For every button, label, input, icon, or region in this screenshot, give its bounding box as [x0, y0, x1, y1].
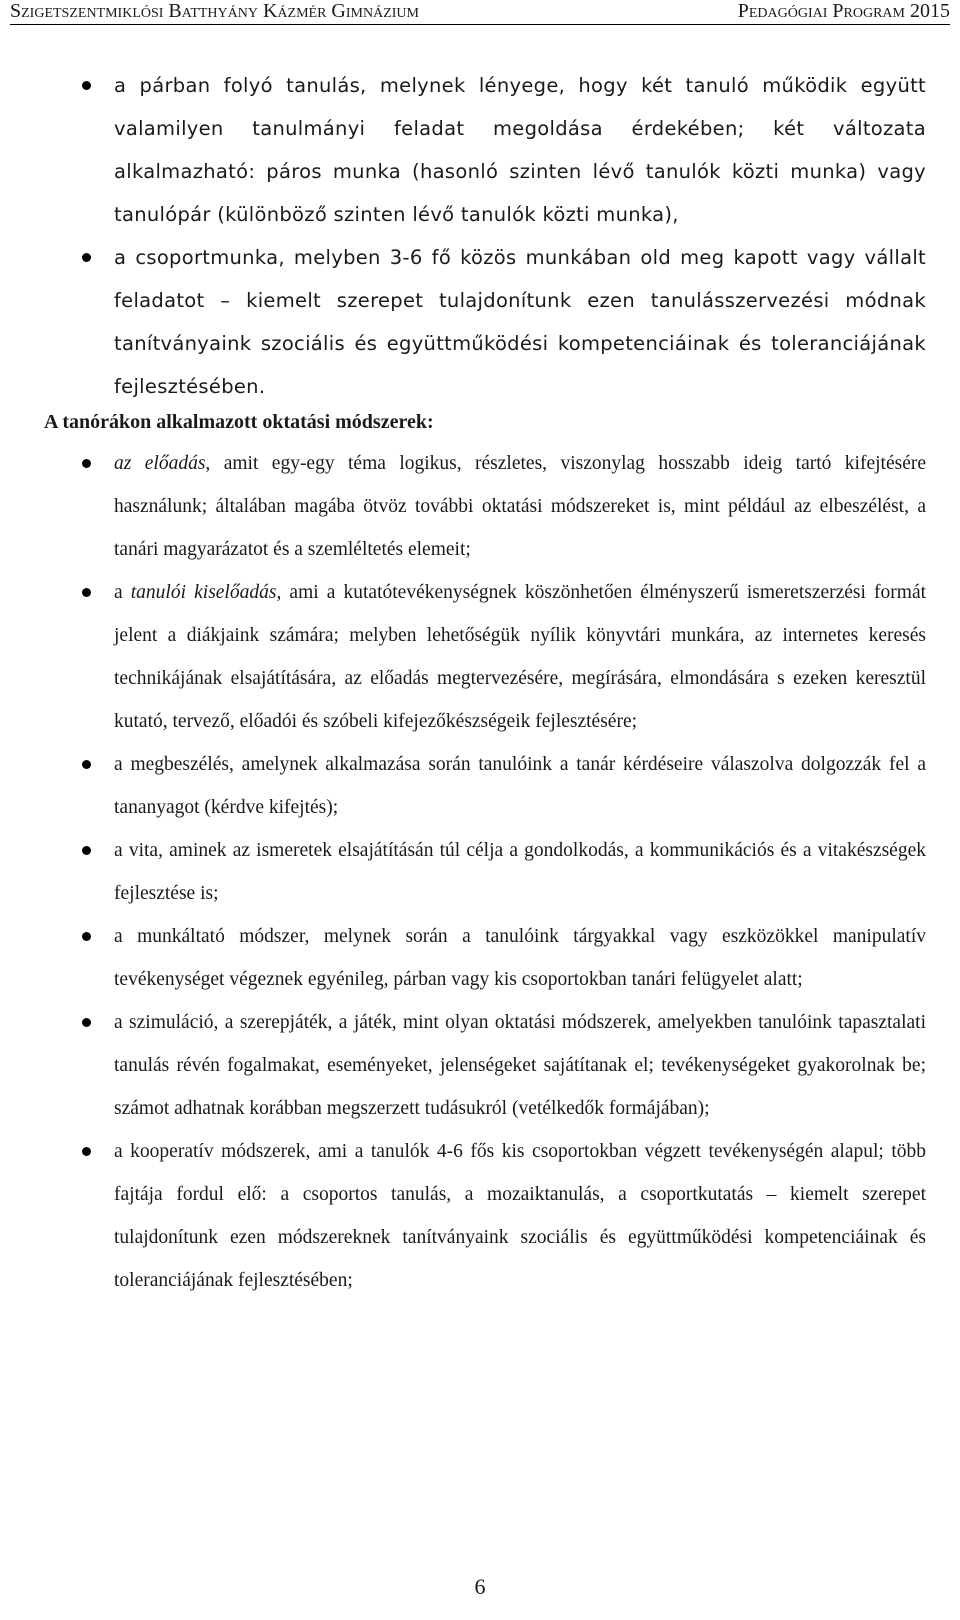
bullet-icon — [82, 81, 91, 90]
list-item-text: a csoportmunka, melyben 3-6 fő közös munkában old meg kapott vagy vállalt feladatot – kiemelt szerepet tulajdonítunk ezen tanulásszervezési módnak tanítványaink szociális és együttműködési kompetenciáinak és toleranciájának fejlesztésében. — [114, 246, 926, 398]
document-title: Pedagógiai Program 2015 — [737, 0, 950, 22]
bullet-icon — [82, 459, 91, 468]
list-item — [44, 236, 926, 408]
intro-list — [44, 64, 926, 408]
list-item — [44, 64, 926, 236]
list-item-text: a munkáltató módszer, melynek során a tanulóink tárgyakkal vagy eszközökkel manipulatív tevékenységet végeznek egyénileg, párban vagy kis csoportokban tanári felügyelet alatt; — [114, 926, 926, 990]
list-item — [44, 915, 926, 1001]
methods-list — [44, 442, 926, 1302]
page-header — [10, 0, 950, 25]
method-name: az előadás — [114, 453, 206, 474]
list-item-text: a vita, aminek az ismeretek elsajátításán túl célja a gondolkodás, a kommunikációs és a vitakészségek fejlesztése is; — [114, 840, 926, 904]
list-item — [44, 1130, 926, 1302]
list-item-text: a kooperatív módszerek, ami a tanulók 4-6 fős kis csoportokban végzett tevékenységén alapul; több fajtája fordul elő: a csoportos tanulás, a mozaiktanulás, a csoportkutatás – kiemelt szerepet tulajdonítunk ezen módszereknek tanítványaink szociális és együttműködési kompetenciáinak és toleranciájának fejlesztésében; — [114, 1141, 926, 1291]
bullet-icon — [82, 588, 91, 597]
list-item-text: a szimuláció, a szerepjáték, a játék, mint olyan oktatási módszerek, amelyekben tanulóink tapasztalati tanulás révén fogalmakat, eseményeket, jelenségeket sajátítanak el; tevékenységeket gyakorolnak be; számot adhatnak korábban megszerzett tudásukról (vetélkedők formájában); — [114, 1012, 926, 1119]
list-item-text: , amit egy-egy téma logikus, részletes, viszonylag hosszabb ideig tartó kifejtésére használunk; általában magába ötvöz további oktatási módszereket is, mint például az elbeszélést, a tanári magyarázatot és a szemléltetés elemeit; — [114, 453, 926, 560]
bullet-icon — [82, 253, 91, 262]
list-item — [44, 442, 926, 571]
list-item-prefix: a — [114, 582, 131, 603]
method-name: tanulói kiselőadás — [130, 582, 277, 603]
bullet-icon — [82, 1147, 91, 1156]
bullet-icon — [82, 760, 91, 769]
list-item — [44, 1001, 926, 1130]
list-item — [44, 743, 926, 829]
section-heading: A tanórákon alkalmazott oktatási módszerek: — [44, 411, 434, 433]
page-number: 6 — [474, 1574, 486, 1599]
school-name: Szigetszentmiklósi Batthyány Kázmér Gimnázium — [10, 0, 419, 22]
bullet-icon — [82, 932, 91, 941]
list-item-text: , ami a kutatótevékenységnek köszönhetően élményszerű ismeretszerzési formát jelent a diákjaink számára; melyben lehetőségük nyílik könyvtári munkára, az internetes keresés technikájának elsajátítására, az előadás megtervezésére, megírására, elmondására s ezeken keresztül kutató, tervező, előadói és szóbeli kifejezőkészségeik fejlesztésére; — [114, 582, 927, 732]
bullet-icon — [82, 846, 91, 855]
page-content — [44, 64, 926, 1302]
bullet-icon — [82, 1018, 91, 1027]
list-item-text: a megbeszélés, amelynek alkalmazása során tanulóink a tanár kérdéseire válaszolva dolgozzák fel a tananyagot (kérdve kifejtés); — [114, 754, 926, 818]
list-item — [44, 571, 926, 743]
list-item-text: a párban folyó tanulás, melynek lényege, hogy két tanuló működik együtt valamilyen tanulmányi feladat megoldása érdekében; két változata alkalmazható: páros munka (hasonló szinten lévő tanulók közti munka) vagy tanulópár (különböző szinten lévő tanulók közti munka), — [114, 74, 926, 226]
list-item — [44, 829, 926, 915]
